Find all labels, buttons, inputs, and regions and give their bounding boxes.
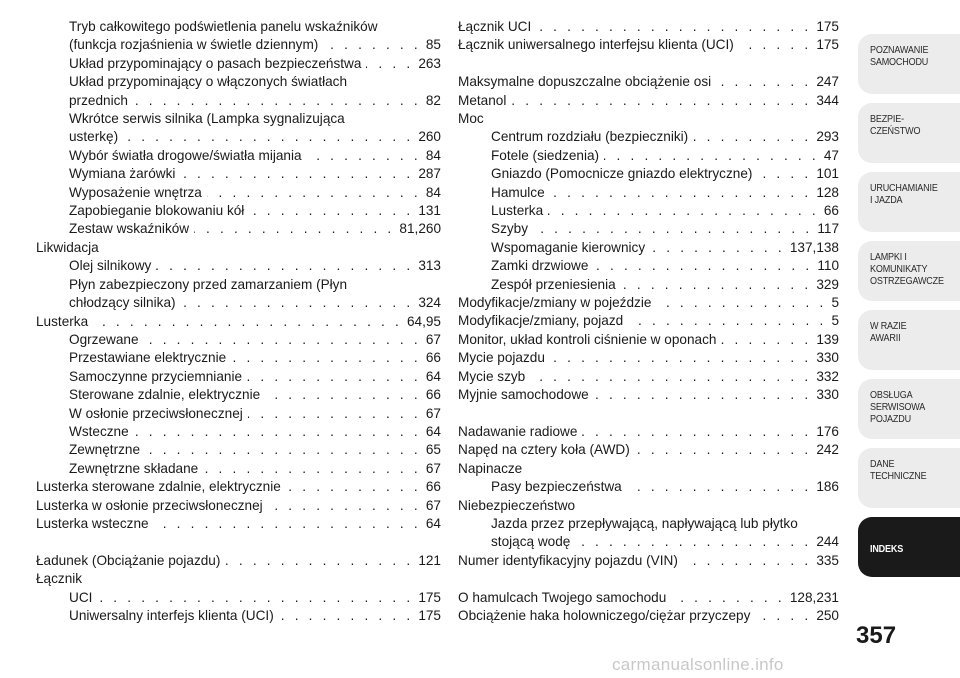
index-entry-text: Ogrzewane [69,331,139,347]
index-entry-page: 175 [418,589,441,605]
index-entry-text: Gniazdo (Pomocnicze gniazdo elektryczne) [491,166,753,182]
index-entry-page: 64 [425,515,441,531]
dot-leader [739,36,812,54]
index-entry [36,36,441,54]
index-entry [458,18,839,36]
index-entry-text: Modyfikacje/zmiany, pojazd [458,313,624,329]
dot-leader [627,478,812,496]
dot-leader [231,349,421,367]
index-entry-text: Lusterka sterowane zdalnie, elektrycznie [36,479,281,495]
index-entry-page: 66 [823,203,839,219]
dot-leader [265,386,421,404]
dot-leader [123,128,413,146]
index-entry [458,220,839,238]
index-entry [36,128,441,146]
index-entry-page: 67 [425,405,441,421]
index-gap [458,405,839,423]
dot-leader [757,165,811,183]
index-entry-page: 110 [817,258,839,274]
chapter-tab[interactable] [858,172,960,232]
index-entry-page: 5 [831,295,839,311]
index-entry-page: 64 [425,423,441,439]
index-entry [36,147,441,165]
index-entry-text: Hamulce [491,184,545,200]
watermark: carmanualsonline.info [612,655,784,674]
index-entry-page: 84 [425,147,441,163]
index-entry-page: 65 [425,442,441,458]
index-entry-page: 335 [816,552,839,568]
dot-leader [248,405,421,423]
index-entry-text: usterkę) [69,129,119,145]
index-entry [458,349,839,367]
dot-leader [286,478,421,496]
index-heading: Moc [458,111,484,127]
dot-leader [693,128,811,146]
index-entry-text: O hamulcach Twojego samochodu [458,589,667,605]
index-entry-page: 175 [418,607,441,623]
index-entry-text: Monitor, układ kontroli ciśnienie w oponach [458,331,717,347]
dot-leader [203,460,421,478]
dot-leader [268,497,421,515]
dot-leader [683,552,811,570]
index-entry-page: 332 [816,368,839,384]
chapter-tab-label: BEZPIE- CZEŃSTWO [870,113,921,137]
index-entry [36,478,441,496]
page-number: 357 [856,622,897,649]
dot-leader [225,552,413,570]
index-gap [458,55,839,73]
index-entry [458,589,839,607]
index-entry-text: Zapobieganie blokowaniu kół [69,203,245,219]
dot-leader [604,147,819,165]
index-entry-page: 247 [816,74,839,90]
index-entry-page: 121 [418,552,441,568]
dot-leader [548,202,819,220]
index-entry-text: Wymiana żarówki [69,166,176,182]
index-entry [36,202,441,220]
index-entry-text: Łącznik UCI [458,19,532,34]
index-entry [36,552,441,570]
index-entry-page: 101 [816,166,839,182]
index-entry [458,92,839,110]
dot-leader [181,294,414,312]
dot-leader [593,257,812,275]
index-entry [36,441,441,459]
index-entry [458,368,839,386]
dot-leader [145,441,421,459]
index-entry-text: Uniwersalny interfejs klienta (UCI) [69,607,274,623]
index-heading: Niebezpieczeństwo [458,497,576,513]
index-entry-page: 250 [816,607,839,623]
index-entry-text: Obciążenie haka holowniczego/ciężar przyczepy [458,607,751,623]
index-entry-page: 67 [425,460,441,476]
index-entry [458,331,839,349]
index-entry-text: Układ przypominający o włączonych światłach [69,74,348,90]
dot-leader [144,331,421,349]
dot-leader [575,533,811,551]
index-entry-text: Fotele (siedzenia) [491,147,600,163]
index-entry-page: 67 [425,331,441,347]
index-entry [458,607,839,625]
index-entry-page: 176 [816,423,839,439]
dot-leader [97,589,413,607]
dot-leader [249,202,413,220]
index-entry-page: 186 [816,479,839,495]
chapter-tab[interactable] [858,103,960,163]
index-entry-page: 131 [418,203,441,219]
index-entry-page: 139 [816,331,839,347]
index-entry [458,294,839,312]
index-entry-text: Lusterka wsteczne [36,515,149,531]
index-column-left [36,18,441,625]
index-entry-text: (funkcja rozjaśnienia w świetle dziennym) [69,37,319,53]
index-entry [458,312,839,330]
index-entry-page: 175 [816,37,839,53]
index-entry-page: 330 [816,387,839,403]
index-entry-text: Myjnie samochodowe [458,387,589,403]
index-entry-page: 260 [418,129,441,145]
index-entry [36,607,441,625]
index-entry [36,294,441,312]
index-entry [36,55,441,73]
index-entry-page: 287 [418,166,441,182]
index-entry [458,386,839,404]
index-entry [458,276,839,294]
index-entry [36,405,441,423]
index-entry-page: 175 [816,19,839,34]
index-entry [458,478,839,496]
chapter-tab-label: DANE TECHNICZNE [870,458,927,482]
index-entry [36,386,441,404]
index-entry [458,147,839,165]
chapter-tab[interactable] [858,448,960,508]
index-entry [36,184,441,202]
index-entry-text: Lusterka w osłonie przeciwsłonecznej [36,497,263,513]
index-entry [36,349,441,367]
index-entry-page: 85 [425,37,441,53]
dot-leader [530,368,811,386]
dot-leader [134,423,421,441]
index-entry-text: Układ przypominający o pasach bezpieczeństwa [69,55,362,71]
index-entry-text: Lusterka [36,313,89,329]
chapter-tab[interactable] [858,34,960,94]
index-entry-text: Modyfikacje/zmiany w pojeździe [458,295,652,311]
index-entry [458,423,839,441]
dot-leader [650,239,785,257]
index-entry [458,441,839,459]
index-entry-page: 117 [817,221,839,237]
chapter-tab-label: INDEKS [870,543,904,555]
index-entry-page: 128,231 [789,589,839,605]
index-entry [458,73,839,91]
index-entry [36,589,441,607]
index-entry [458,128,839,146]
index-entry-page: 66 [425,350,441,366]
chapter-tab-label: URUCHAMIANIE I JAZDA [870,182,938,206]
index-column-middle [458,18,839,625]
index-entry-text: Lusterka [491,203,544,219]
chapter-tab-label: POZNAWANIE SAMOCHODU [870,44,929,68]
dot-leader [536,18,811,36]
index-entry [458,36,839,54]
index-entry-text: Płyn zabezpieczony przed zamarzaniem (Płyn [69,276,348,292]
dot-leader [716,73,811,91]
index-entry-page: 47 [823,147,839,163]
index-entry-page: 242 [816,442,839,458]
index-entry [458,184,839,202]
index-entry-page: 324 [418,295,441,311]
index-entry-text: Szyby [491,221,529,237]
index-heading: Likwidacja [36,239,99,255]
index-entry [458,257,839,275]
index-entry-page: 263 [418,55,441,71]
index-entry-page: 66 [425,479,441,495]
index-entry-page: 64,95 [406,313,441,329]
index-heading: Napinacze [458,460,523,476]
dot-leader [180,165,413,183]
dot-leader [550,349,811,367]
index-entry-text: Metanol [458,92,507,108]
index-entry [36,515,441,533]
index-entry [36,423,441,441]
index-entry-page: 137,138 [789,239,839,255]
index-entry-text: Centrum rozdziału (bezpieczniki) [491,129,689,145]
index-gap [36,533,441,551]
chapter-tab[interactable] [858,517,960,577]
index-entry-text: Samoczynne przyciemnianie [69,368,243,384]
dot-leader [194,220,394,238]
dot-leader [621,276,812,294]
index-entry-text: Olej silnikowy [69,258,152,274]
index-entry-text: Napęd na cztery koła (AWD) [458,442,630,458]
index-entry [36,92,441,110]
index-entry [458,202,839,220]
dot-leader [366,55,413,73]
index-entry-text: Numer identyfikacyjny pojazdu (VIN) [458,552,678,568]
dot-leader [323,36,421,54]
index-entry [36,220,441,238]
index-entry-text: Przestawiane elektrycznie [69,350,227,366]
dot-leader [307,147,421,165]
dot-leader [656,294,826,312]
index-entry-page: 67 [425,497,441,513]
index-entry-text: przednich [69,92,128,108]
index-entry [36,331,441,349]
dot-leader [533,220,812,238]
index-entry-text: Wspomaganie kierownicy [491,239,646,255]
dot-leader [279,607,414,625]
chapter-tab[interactable] [858,379,960,439]
dot-leader [582,423,811,441]
dot-leader [511,92,811,110]
index-entry-text: Wsteczne [69,423,129,439]
index-entry [36,497,441,515]
index-entry-text: Zespół przeniesienia [491,276,616,292]
index-entry-page: 84 [425,184,441,200]
index-entry-text: Mycie szyb [458,368,526,384]
index-entry-text: W osłonie przeciwsłonecznej [69,405,243,421]
index-entry-text: Sterowane zdalnie, elektrycznie [69,387,261,403]
index-entry [458,239,839,257]
chapter-tab-label: W RAZIE AWARII [870,320,907,344]
index-entry-page: 128 [816,184,839,200]
chapter-tab[interactable] [858,241,960,301]
dot-leader [635,441,812,459]
dot-leader [133,92,421,110]
dot-leader [721,331,811,349]
index-entry-page: 293 [816,129,839,145]
index-entry-page: 64 [425,368,441,384]
index-entry-text: Łącznik uniwersalnego interfejsu klienta (UCI) [458,37,734,53]
index-entry [458,552,839,570]
dot-leader [550,184,812,202]
index-entry-text: Wkrótce serwis silnika (Lampka sygnalizująca [69,111,345,127]
dot-leader [93,313,402,331]
index-entry [458,165,839,183]
chapter-tab[interactable] [858,310,960,370]
index-entry-text: Zewnętrzne [69,442,141,458]
index-entry-page: 5 [831,313,839,329]
index-entry-text: Wyposażenie wnętrza [69,184,202,200]
index-entry-page: 329 [816,276,839,292]
index-entry-text: Wybór światła drogowe/światła mijania [69,147,302,163]
index-entry-text: Zestaw wskaźników [69,221,190,237]
index-entry-text: Zamki drzwiowe [491,258,589,274]
index-entry-text: stojącą wodę [491,534,571,550]
index-entry-text: UCI [69,589,93,605]
index-entry [36,368,441,386]
index-entry [36,257,441,275]
index-entry [36,165,441,183]
index-entry-page: 344 [816,92,839,108]
index-entry-page: 313 [418,258,441,274]
dot-leader [594,386,812,404]
dot-leader [628,312,826,330]
index-heading: Łącznik [36,571,83,587]
index-entry [36,460,441,478]
index-entry [36,313,441,331]
index-entry-text: Jazda przez przepływającą, napływającą lub płytko [491,515,798,531]
index-entry-text: Tryb całkowitego podświetlenia panelu wskaźników [69,19,378,34]
index-entry-page: 244 [816,534,839,550]
dot-leader [207,184,421,202]
chapter-tab-label: LAMPKI I KOMUNIKATY OSTRZEGAWCZE [870,251,944,287]
dot-leader [156,257,413,275]
index-entry-page: 81,260 [399,221,441,237]
index-entry-text: Nadawanie radiowe [458,423,578,439]
chapter-tab-label: OBSŁUGA SERWISOWA POJAZDU [870,389,926,425]
dot-leader [755,607,811,625]
dot-leader [247,368,421,386]
chapter-tabs [858,34,960,586]
index-entry-page: 66 [425,387,441,403]
index-entry-text: Maksymalne dopuszczalne obciążenie osi [458,74,712,90]
index-entry-text: chłodzący silnika) [69,295,176,311]
index-entry-text: Zewnętrzne składane [69,460,199,476]
dot-leader [671,589,785,607]
index-entry [458,533,839,551]
index-entry-text: Mycie pojazdu [458,350,545,366]
index-entry-page: 330 [816,350,839,366]
index-entry-page: 82 [425,92,441,108]
index-entry-text: Pasy bezpieczeństwa [491,479,622,495]
dot-leader [154,515,421,533]
index-entry-text: Ładunek (Obciążanie pojazdu) [36,552,221,568]
index-gap [458,570,839,588]
